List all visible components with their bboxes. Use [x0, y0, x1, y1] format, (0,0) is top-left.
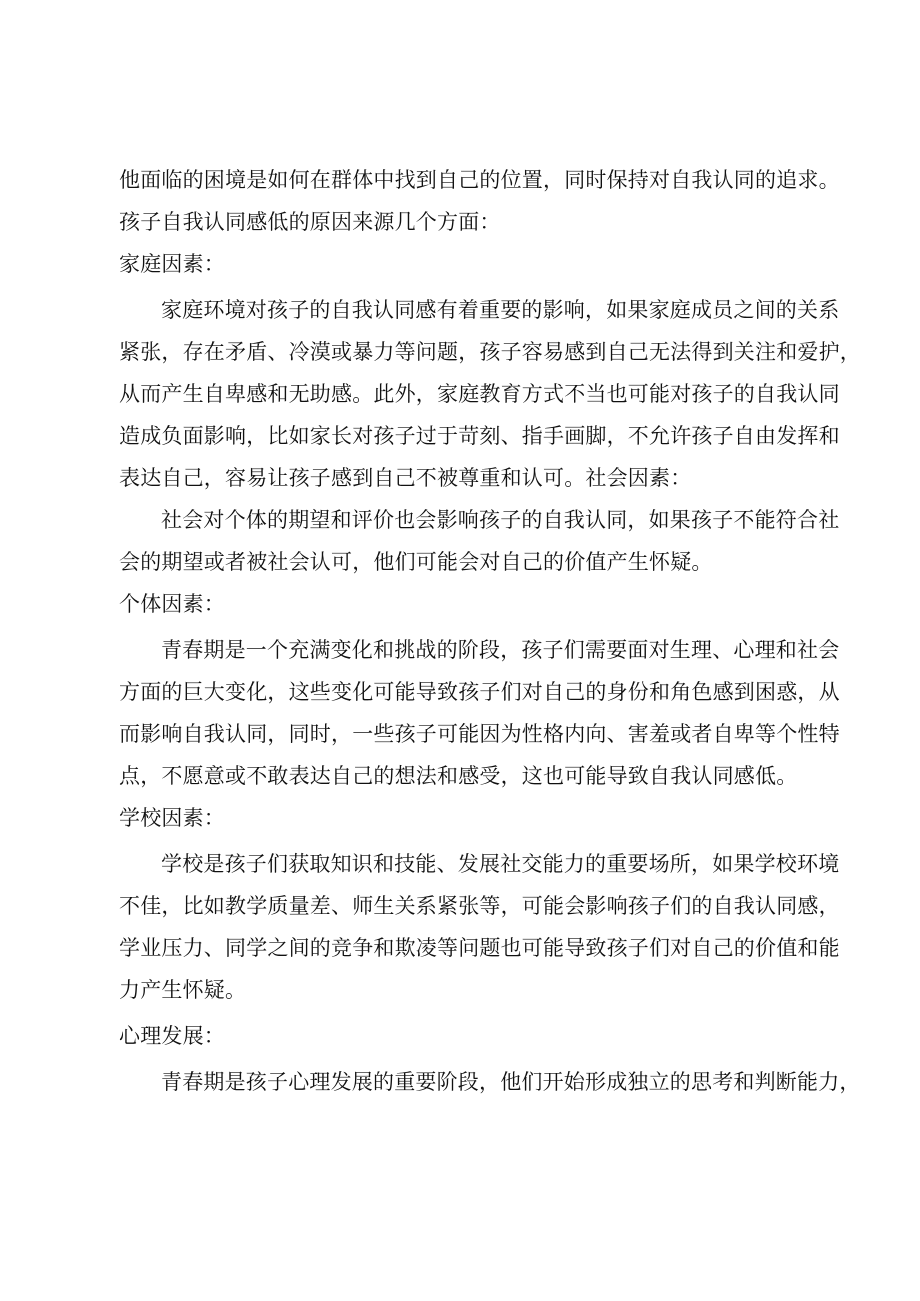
paragraph-line: 表达自己，容易让孩子感到自己不被尊重和认可。社会因素：: [119, 466, 692, 490]
section-heading-family: 家庭因素：: [119, 252, 225, 276]
paragraph-line: 不佳，比如教学质量差、师生关系紧张等，可能会影响孩子们的自我认同感，: [119, 894, 840, 918]
paragraph-line: 紧张，存在矛盾、冷漠或暴力等问题，孩子容易感到自己无法得到关注和爱护，: [119, 340, 861, 364]
paragraph-line: 力产生怀疑。: [119, 978, 247, 1002]
paragraph-line: 学校是孩子们获取知识和技能、发展社交能力的重要场所，如果学校环境: [161, 852, 840, 876]
section-heading-individual: 个体因素：: [119, 592, 225, 616]
paragraph-line: 从而产生自卑感和无助感。此外，家庭教育方式不当也可能对孩子的自我认同: [119, 382, 840, 406]
paragraph-line: 方面的巨大变化，这些变化可能导致孩子们对自己的身份和角色感到困惑，从: [119, 680, 840, 704]
paragraph-line: 社会对个体的期望和评价也会影响孩子的自我认同，如果孩子不能符合社: [161, 508, 840, 532]
intro-line: 他面临的困境是如何在群体中找到自己的位置，同时保持对自我认同的追求。: [119, 168, 840, 192]
paragraph-line: 家庭环境对孩子的自我认同感有着重要的影响，如果家庭成员之间的关系: [161, 298, 840, 322]
paragraph-line: 点，不愿意或不敢表达自己的想法和感受，这也可能导致自我认同感低。: [119, 764, 798, 788]
section-heading-school: 学校因素：: [119, 806, 225, 830]
intro-line: 孩子自我认同感低的原因来源几个方面：: [119, 210, 501, 234]
paragraph-line: 学业压力、同学之间的竞争和欺凌等问题也可能导致孩子们对自己的价值和能: [119, 936, 840, 960]
paragraph-line: 会的期望或者被社会认可，他们可能会对自己的价值产生怀疑。: [119, 550, 713, 574]
paragraph-line: 而影响自我认同，同时，一些孩子可能因为性格内向、害羞或者自卑等个性特: [119, 722, 840, 746]
paragraph-line: 造成负面影响，比如家长对孩子过于苛刻、指手画脚，不允许孩子自由发挥和: [119, 424, 840, 448]
document-body: [119, 160, 861, 1102]
paragraph-line: 青春期是一个充满变化和挑战的阶段，孩子们需要面对生理、心理和社会: [161, 638, 840, 662]
section-heading-psychology: 心理发展：: [119, 1024, 225, 1048]
paragraph-line: 青春期是孩子心理发展的重要阶段，他们开始形成独立的思考和判断能力，: [161, 1070, 861, 1094]
